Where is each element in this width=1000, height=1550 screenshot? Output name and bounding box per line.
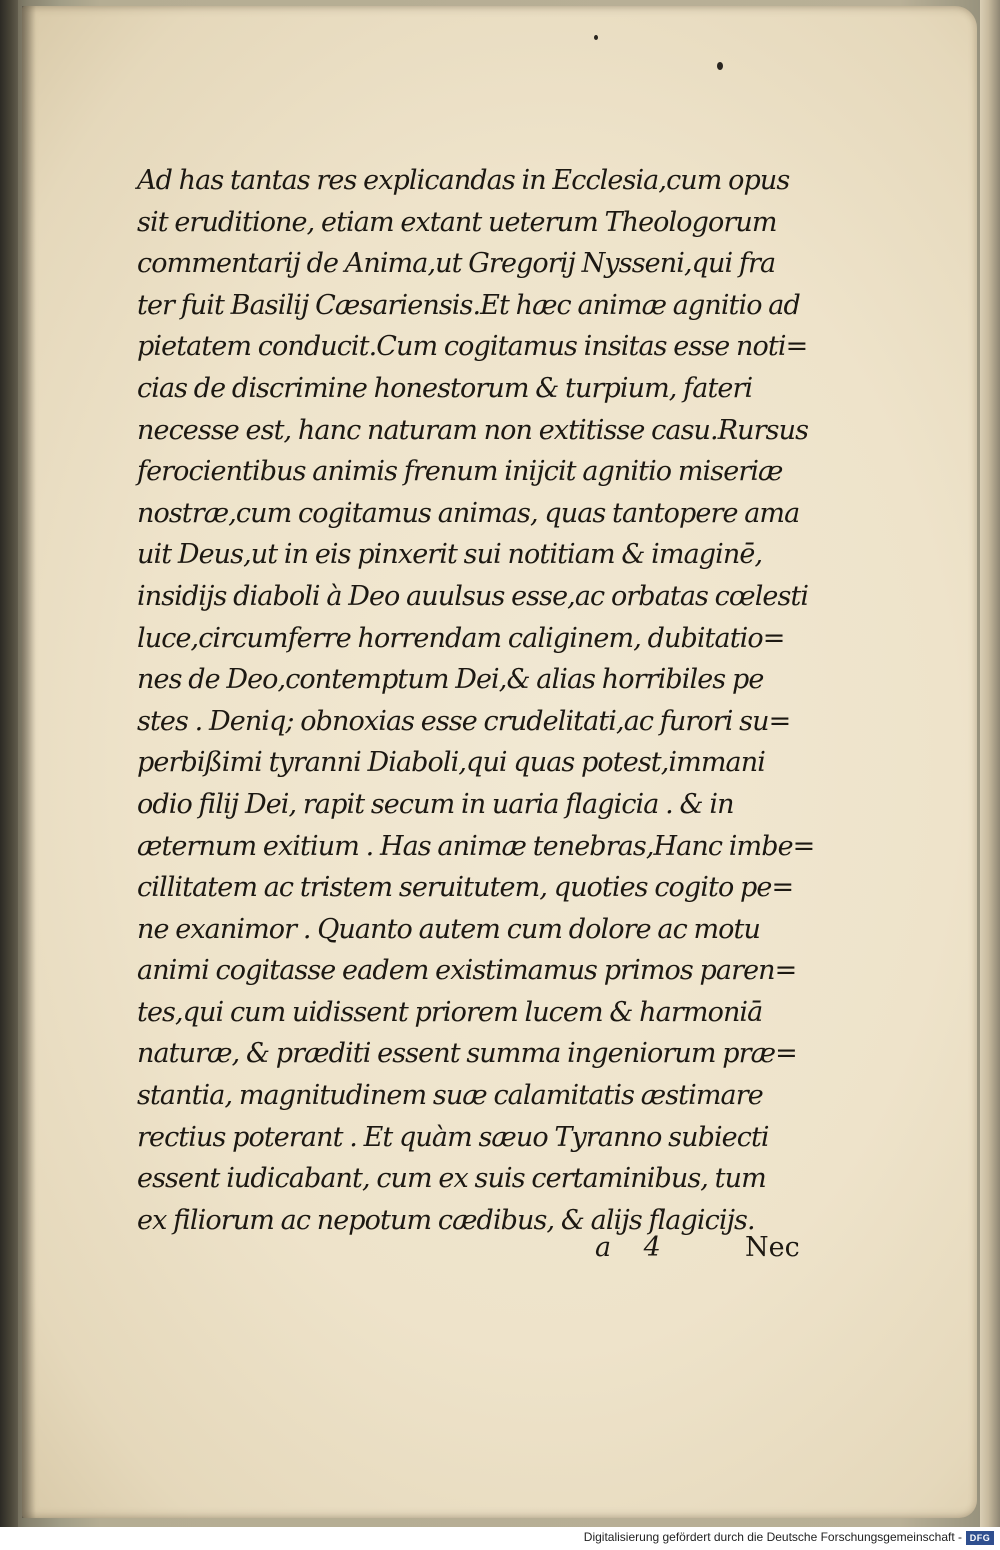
text-line: stantia, magnitudinem suæ calamitatis æstimare (137, 1080, 763, 1112)
dfg-logo: DFG (966, 1531, 994, 1545)
text-line: nostræ,cum cogitamus animas, quas tantopere ama (137, 497, 800, 529)
text-line: necesse est, hanc naturam non extitisse casu.Rursus (137, 414, 809, 446)
ink-speck (717, 62, 723, 70)
signature-mark: a 4 (595, 1232, 673, 1263)
text-line: pietatem conducit.Cum cogitamus insitas esse noti= (137, 331, 808, 363)
text-line: stes . Deniq; obnoxias esse crudelitati,ac furori su= (137, 705, 791, 737)
text-line: ne exanimor . Quanto autem cum dolore ac motu (137, 913, 760, 945)
text-line: naturæ, & præditi essent summa ingeniorum præ= (137, 1038, 797, 1070)
text-line: ex filiorum ac nepotum cædibus, & alijs flagicijs. (137, 1204, 755, 1236)
text-line: odio filij Dei, rapit secum in uaria flagicia . & in (137, 788, 734, 820)
footer-credit: Digitalisierung gefördert durch die Deutsche Forschungsgemeinschaft - (583, 1530, 962, 1544)
text-line: commentarij de Anima,ut Gregorij Nysseni,qui fra (137, 248, 776, 280)
text-line: rectius poterant . Et quàm sæuo Tyranno subiecti (137, 1121, 769, 1153)
text-line: cias de discrimine honestorum & turpium, fateri (137, 372, 753, 404)
text-line: ferocientibus animis frenum inijcit agnitio miseriæ (137, 456, 783, 488)
text-line: sit eruditione, etiam extant ueterum Theologorum (137, 206, 777, 238)
text-line: luce,circumferre horrendam caliginem, dubitatio= (137, 622, 785, 654)
text-line: insidijs diaboli à Deo auulsus esse,ac orbatas cœlesti (137, 580, 809, 612)
text-line: Ad has tantas res explicandas in Ecclesia,cum opus (137, 165, 790, 196)
page-text (137, 160, 837, 1241)
text-line: cillitatem ac tristem seruitutem, quoties cogito pe= (137, 872, 794, 904)
text-line: æternum exitium . Has animæ tenebras,Hanc imbe= (137, 830, 815, 862)
text-line: essent iudicabant, cum ex suis certaminibus, tum (137, 1163, 766, 1195)
text-line: tes,qui cum uidissent priorem lucem & harmoniā (137, 996, 763, 1028)
text-line: perbißimi tyranni Diaboli,qui quas potest,immani (137, 747, 765, 779)
digitization-footer (0, 1527, 1000, 1550)
text-line: uit Deus,ut in eis pinxerit sui notitiam & imaginē, (137, 539, 763, 571)
ink-speck (594, 35, 598, 40)
text-line: nes de Deo,contemptum Dei,& alias horribiles pe (137, 664, 764, 696)
text-line: ter fuit Basilij Cæsariensis.Et hæc animæ agnitio ad (137, 289, 800, 321)
book-binding (0, 0, 18, 1527)
text-line: animi cogitasse eadem existimamus primos paren= (137, 955, 797, 987)
catchword: Nec (745, 1232, 800, 1263)
page-edges (980, 0, 1000, 1527)
page-gutter-shadow (22, 6, 36, 1518)
